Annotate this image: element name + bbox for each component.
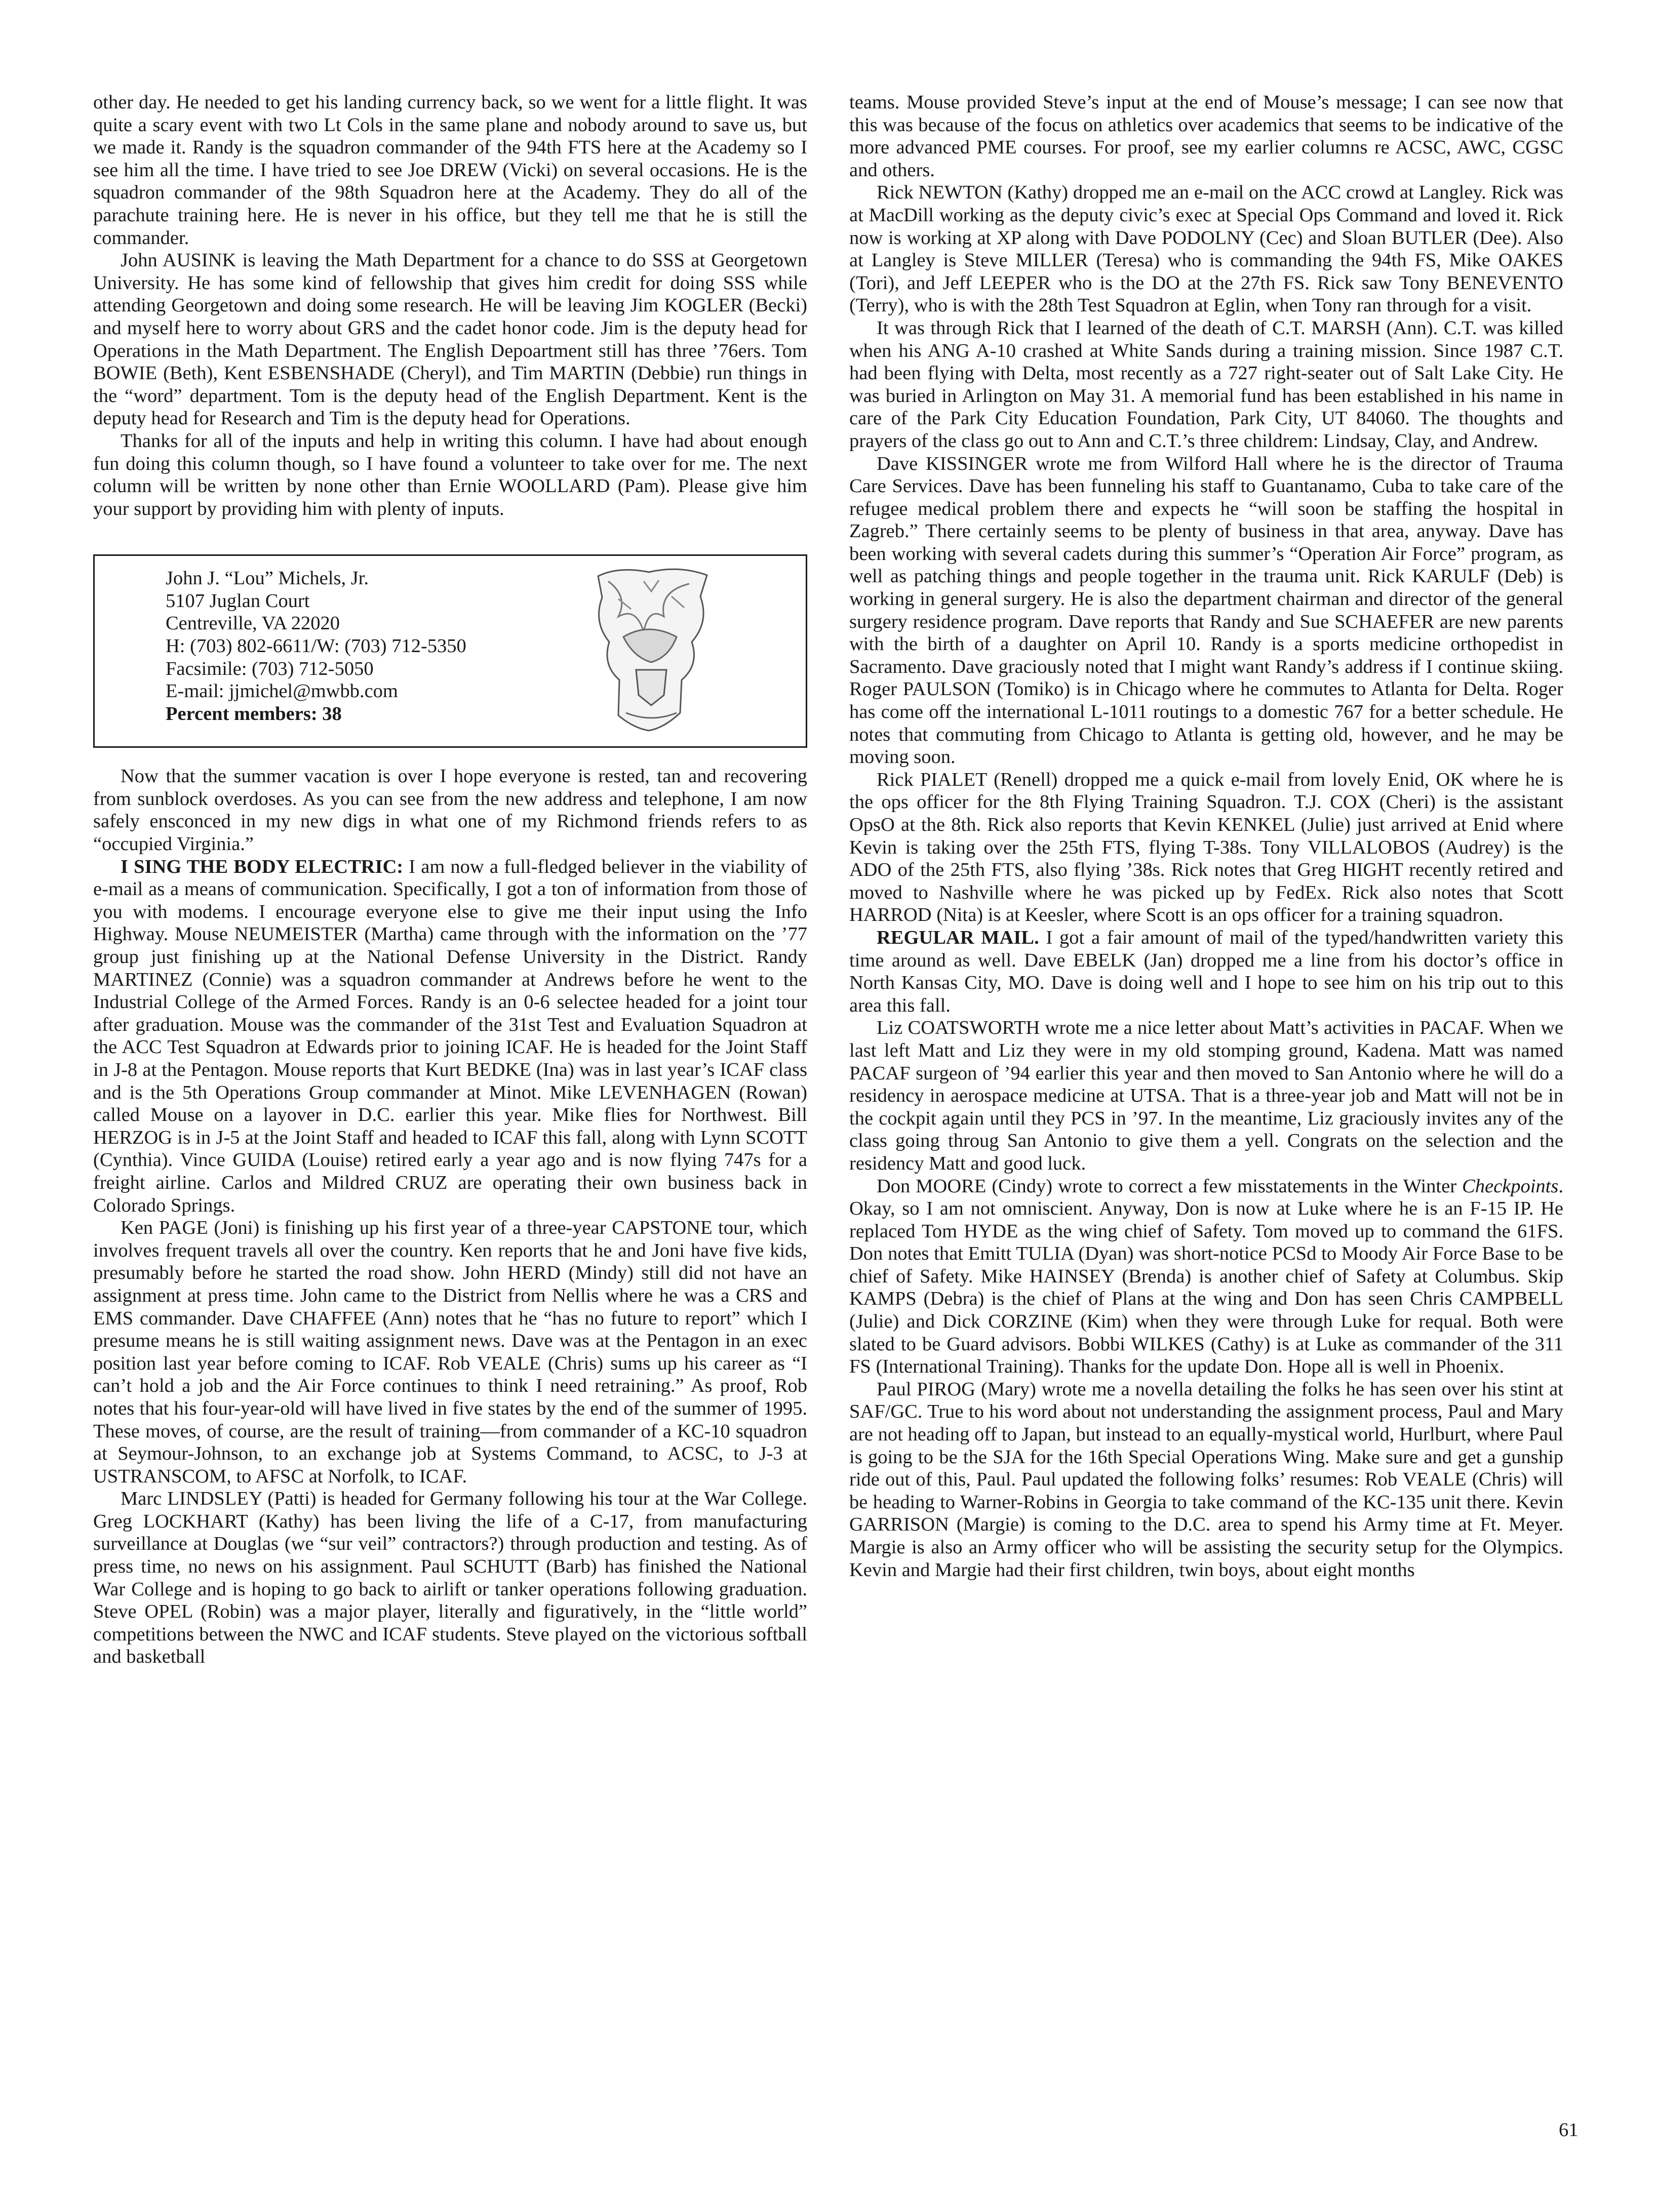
paragraph-text: . Okay, so I am not omniscient. Anyway, Don is now at Luke where he is an F-15 IP. He replaced Tom HYDE as the wing chief of Safety. Tom moved up to command the 61FS. Don notes that Emitt TULIA (Dyan) was short-notice PCSd to Moody Air Force Base to be chief of Safety. Mike HAINSEY (Brenda) is another chief of Safety at Columbus. Skip KAMPS (Debra) is the chief of Plans at the wing and Don has seen Chris CAMPBELL (Julie) and Dick CORZINE (Kim) when they were through Luke for requal. Both were slated to be Guard advisors. Bobbi WILKES (Cathy) is at Luke as commander of the 311 FS (International Training). Thanks for the update Don. Hope all is well in Phoenix. — [849, 1175, 1563, 1378]
paragraph: Marc LINDSLEY (Patti) is headed for Germany following his tour at the War College. Greg LOCKHART (Kathy) has been living the life of a C-17, from manufacturing surveillance at Douglas (we “sur veil” contractors?) through production and testing. As of press time, no news on his assignment. Paul SCHUTT (Barb) has finished the National War College and is hoping to go back to airlift or tanker operations following graduation. Steve OPEL (Robin) was a major player, literally and figuratively, in the “little world” competitions between the NWC and ICAF students. Steve played on the victorious softball and basketball — [93, 1488, 807, 1668]
paragraph: Paul PIROG (Mary) wrote me a novella detailing the folks he has seen over his stint at SAF/GC. True to his word about not understanding the assignment process, Paul and Mary are not heading off to Japan, but instead to an equally-mystical world, Hurlburt, where Paul is going to be the SJA for the 16th Special Operations Wing. Make sure and get a gunship ride out of this, Paul. Paul updated the following folks’ resumes: Rob VEALE (Chris) will be heading to Warner-Robins in Georgia to take command of the KC-135 unit there. Kevin GARRISON (Margie) is coming to the D.C. area to spend his Army time at Ft. Meyer. Margie is also an Army officer who will be assisting the security setup for the Olympics. Kevin and Margie had their first children, twin boys, about eight months — [849, 1378, 1563, 1581]
correspondent-name: John J. “Lou” Michels, Jr. — [166, 568, 369, 589]
street-address: 5107 Juglan Court — [166, 590, 310, 612]
address-block — [166, 567, 466, 725]
paragraph: Rick NEWTON (Kathy) dropped me an e-mail on the ACC crowd at Langley. Rick was at MacDill working as the deputy civic’s exec at Special Ops Command and loved it. Rick now is working at XP along with Dave PODOLNY (Cec) and Sloan BUTLER (Dee). Also at Langley is Steve MILLER (Teresa) who is commanding the 94th FS, Mike OAKES (Tori), and Jeff LEEPER who is the DO at the 27th FS. Rick saw Tony BENEVENTO (Terry), who is with the 28th Test Squadron at Eglin, when Tony ran through for a visit. — [849, 182, 1563, 316]
paragraph: Ken PAGE (Joni) is finishing up his first year of a three-year CAPSTONE tour, which involves frequent travels all over the country. Ken reports that he and Joni have five kids, presumably before he started the road show. John HERD (Mindy) still did not have an assignment at press time. John came to the District from Nellis where he was a CRS and EMS commander. Dave CHAFFEE (Ann) notes that he “has no future to report” which I presume means he is still waiting assignment news. Dave was at the Pentagon in an exec position last year before coming to ICAF. Rob VEALE (Chris) sums up his career as “I can’t hold a job and the Air Force continues to think I need retraining.” As proof, Rob notes that his four-year-old will have lived in five states by the end of the summer of 1995. These moves, of course, are the result of training—from commander of a KC-10 squadron at Seymour-Johnson, to an exchange job at Systems Command, to ACSC, to J-3 at USTRANSCOM, to AFSC at Norfolk, to ICAF. — [93, 1217, 807, 1487]
paragraph: Liz COATSWORTH wrote me a nice letter about Matt’s activities in PACAF. When we last left Matt and Liz they were in my old stomping ground, Kadena. Matt was named PACAF surgeon of ’94 earlier this year and then moved to San Antonio where he will do a residency in aerospace medicine at UTSA. That is a three-year job and Matt will not be in the cockpit again until they PCS in ’97. In the meantime, Liz graciously invites any of the class going throug San Antonio to give them a yell. Congrats on the selection and the residency Matt and good luck. — [849, 1017, 1563, 1174]
paragraph-text: I got a fair amount of mail of the typed/handwritten variety this time around as well. Dave EBELK (Jan) dropped me a line from his doctor’s office in North Kansas City, MO. Dave is doing well and I hope to see him on his trip out to this area this fall. — [849, 927, 1563, 1016]
publication-title: Checkpoints — [1462, 1175, 1559, 1197]
page-number: 61 — [1559, 2119, 1579, 2141]
paragraph: John AUSINK is leaving the Math Department for a chance to do SSS at Georgetown University. He has some kind of fellowship that gives him credit for doing SSS while attending Georgetown and doing some research. He will be leaving Jim KOGLER (Becki) and myself here to worry about GRS and the cadet honor code. Jim is the deputy head for Operations in the Math Department. The English Depoartment still has three ’76ers. Tom BOWIE (Beth), Kent ESBENSHADE (Cheryl), and Tim MARTIN (Debbie) run things in the “word” department. Tom is the deputy head of the English Department. Kent is the deputy head for Research and Tim is the deputy head for Operations. — [93, 250, 807, 429]
section-heading: I SING THE BODY ELECTRIC: — [121, 856, 404, 877]
paragraph: Now that the summer vacation is over I hope everyone is rested, tan and recovering from sunblock overdoses. As you can see from the new address and telephone, I am now safely ensconced in my new digs in what one of my Richmond friends refers to as “occupied Virginia.” — [93, 766, 807, 855]
percent-members: Percent members: 38 — [166, 703, 342, 725]
fax-number: Facsimile: (703) 712-5050 — [166, 658, 374, 679]
paragraph — [93, 856, 807, 1217]
paragraph: teams. Mouse provided Steve’s input at the end of Mouse’s message; I can see now that this was because of the focus on athletics over academics that seems to be indicative of the more advanced PME courses. For proof, see my earlier columns re ACSC, AWC, CGSC and others. — [849, 92, 1563, 181]
phone-numbers: H: (703) 802-6611/W: (703) 712-5350 — [166, 635, 466, 657]
section-heading: REGULAR MAIL. — [877, 927, 1039, 948]
paragraph — [849, 1175, 1563, 1378]
left-column — [93, 91, 807, 1668]
city-state-zip: Centreville, VA 22020 — [166, 613, 340, 634]
paragraph: Rick PIALET (Renell) dropped me a quick e-mail from lovely Enid, OK where he is the ops officer for the 8th Flying Training Squadron. T.J. COX (Cheri) is the assistant OpsO at the 8th. Rick also reports that Kevin KENKEL (Julie) just arrived at Enid where Kevin is taking over the 25th FTS, flying T-38s. Tony VILLALOBOS (Audrey) is the ADO of the 25th FTS, also flying ’38s. Rick notes that Greg HIGHT recently retired and moved to Nashville where he was picked up by FedEx. Rick also notes that Scott HARROD (Nita) is at Keesler, where Scott is an ops officer for a training squadron. — [849, 769, 1563, 926]
correspondent-address-box — [93, 554, 807, 748]
email-address: E-mail: jjmichel@mwbb.com — [166, 680, 398, 702]
paragraph: Dave KISSINGER wrote me from Wilford Hall where he is the director of Trauma Care Services. Dave has been funneling his staff to Guantanamo, Cuba to take care of the refugee medical problem there and expects he “will soon be staffing the hospital in Zagreb.” There certainly seems to be plenty of business in that area, anyway. Dave has been working with several cadets during this summer’s “Operation Air Force” program, as well as patching things and people together in the trauma unit. Rick KARULF (Deb) is working in general surgery. He is also the department chairman and director of the general surgery residence program. Dave reports that Randy and Sue SCHAEFER are new parents with the birth of a daughter on April 10. Randy is a sports medicine orthopedist in Sacramento. Dave graciously noted that I might want Randy’s address if I continue skiing. Roger PAULSON (Tomiko) is in Chicago where he commutes to Atlanta for Delta. Roger has come off the international L-1011 routings to a domestic 767 for a better schedule. He notes that commuting from Chicago to Atlanta is getting old, however, and he may be moving soon. — [849, 453, 1563, 768]
class-crest-icon — [588, 561, 715, 743]
right-column — [849, 91, 1563, 1581]
paragraph: Thanks for all of the inputs and help in writing this column. I have had about enough fun doing this column though, so I have found a volunteer to take over for me. The next column will be written by none other than Ernie WOOLLARD (Pam). Please give him your support by providing him with plenty of inputs. — [93, 430, 807, 519]
paragraph-text: Don MOORE (Cindy) wrote to correct a few misstatements in the Winter — [877, 1175, 1463, 1197]
paragraph: It was through Rick that I learned of the death of C.T. MARSH (Ann). C.T. was killed when his ANG A-10 crashed at White Sands during a training mission. Since 1987 C.T. had been flying with Delta, most recently as a 727 right-seater out of Salt Lake City. He was buried in Arlington on May 31. A memorial fund has been established in his name in care of the Park City Education Foundation, Park City, UT 84060. The thoughts and prayers of the class go out to Ann and C.T.’s three childrem: Lindsay, Clay, and Andrew. — [849, 317, 1563, 452]
paragraph — [849, 927, 1563, 1017]
paragraph-text: I am now a full-fledged believer in the viability of e-mail as a means of communication. Specifically, I got a ton of information from those of you with modems. I encourage everyone else to give me their input using the Info Highway. Mouse NEUMEISTER (Martha) came through with the information on the ’77 group just finishing up at the National Defense University in the District. Randy MARTINEZ (Connie) was a squadron commander at Andrews before he went to the Industrial College of the Armed Forces. Randy is an 0-6 selectee headed for a joint tour after graduation. Mouse was the commander of the 31st Test and Evaluation Squadron at the ACC Test Squadron at Edwards prior to joining ICAF. He is headed for the Joint Staff in J-8 at the Pentagon. Mouse reports that Kurt BEDKE (Ina) was in last year’s ICAF class and is the 5th Operations Group commander at Minot. Mike LEVENHAGEN (Rowan) called Mouse on a layover in D.C. earlier this year. Mike flies for Northwest. Bill HERZOG is in J-5 at the Joint Staff and headed to ICAF this fall, along with Lynn SCOTT (Cynthia). Vince GUIDA (Louise) retired early a year ago and is now flying 747s for a freight airline. Carlos and Mildred CRUZ are operating their own business back in Colorado Springs. — [93, 856, 807, 1216]
paragraph: other day. He needed to get his landing currency back, so we went for a little flight. It was quite a scary event with two Lt Cols in the same plane and nobody around to save us, but we made it. Randy is the squadron commander of the 94th FTS here at the Academy so I see him all the time. I have tried to see Joe DREW (Vicki) on several occasions. He is the squadron commander of the 98th Squadron here at the Academy. They do all of the parachute training here. He is never in his office, but they tell me that he is still the commander. — [93, 92, 807, 249]
